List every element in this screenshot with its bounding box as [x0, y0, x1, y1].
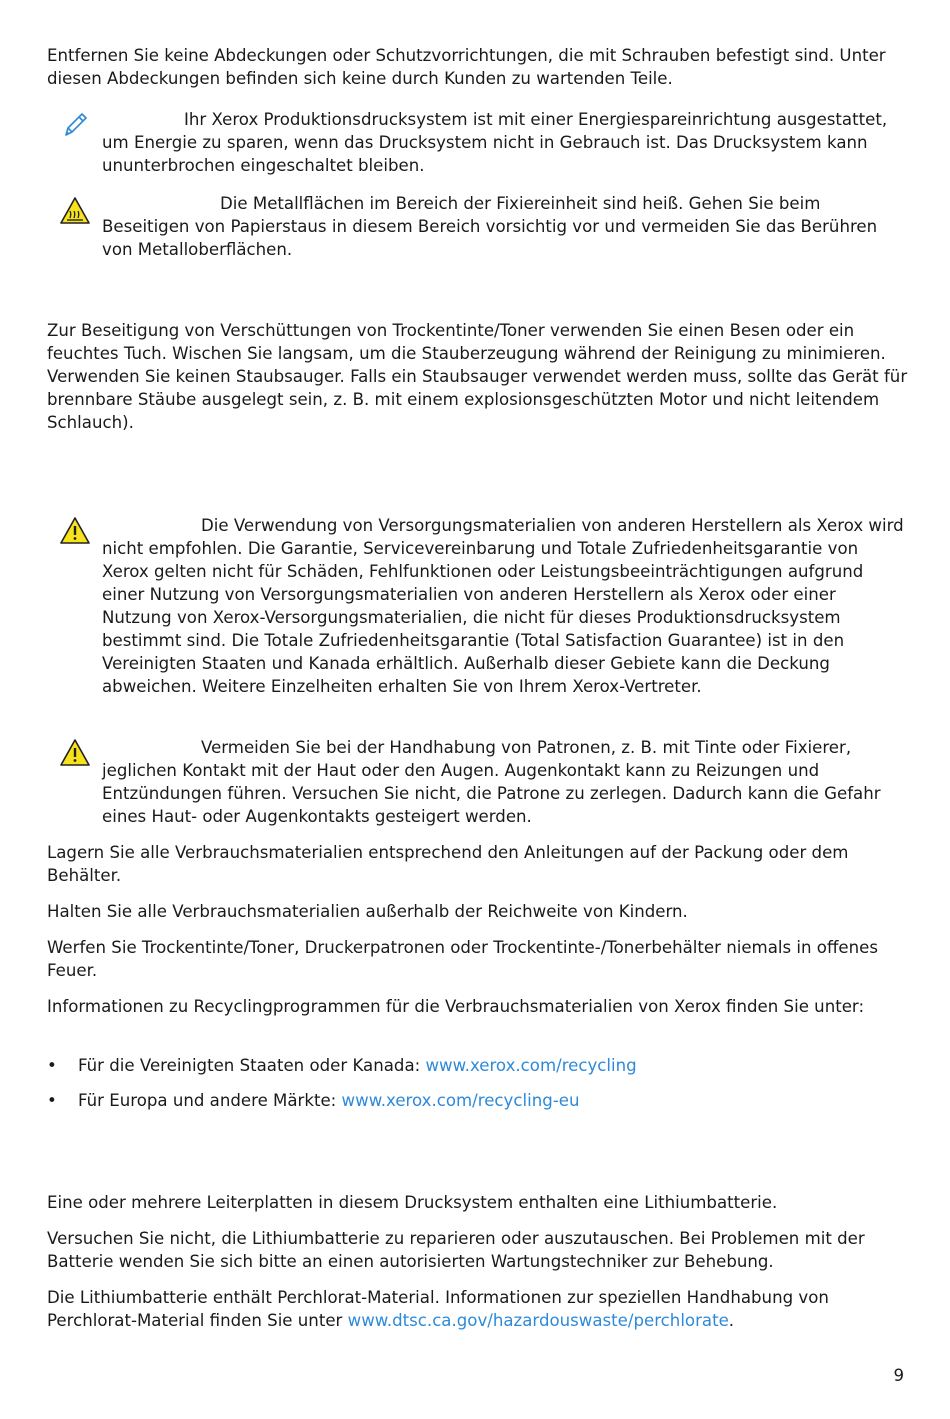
- note-supplies: [47, 514, 909, 698]
- warning-triangle-icon: [59, 738, 91, 770]
- bullet-label: Für Europa und andere Märkte:: [78, 1091, 342, 1110]
- paragraph-children: Halten Sie alle Verbrauchsmaterialien außerhalb der Reichweite von Kindern.: [47, 902, 688, 921]
- page-number: 9: [893, 1366, 904, 1385]
- bullet-marker: •: [47, 1056, 57, 1075]
- list-item: [47, 1089, 909, 1112]
- bullet-marker: •: [47, 1091, 57, 1110]
- hot-surface-warning-icon: [59, 196, 91, 228]
- list-item: [47, 1054, 909, 1077]
- recycling-eu-link[interactable]: www.xerox.com/recycling-eu: [341, 1091, 580, 1110]
- recycling-us-link[interactable]: www.xerox.com/recycling: [425, 1056, 637, 1075]
- note-hot-surface-text: Die Metallflächen im Bereich der Fixiereinheit sind heiß. Gehen Sie beim Beseitigen von Papierstaus in diesem Bereich vorsichtig vor und vermeiden Sie das Berühren von Metalloberflächen.: [102, 194, 878, 259]
- note-cartridges-text: Vermeiden Sie bei der Handhabung von Patronen, z. B. mit Tinte oder Fixierer, jeglichen Kontakt mit der Haut oder den Augen. Augenkontakt kann zu Reizungen und Entzündungen führen. Versuchen Sie nicht, die Patrone zu zerlegen. Dadurch kann die Gefahr eines Haut- oder Augenkontakts gesteigert werden.: [102, 738, 881, 826]
- paragraph-fire: Werfen Sie Trockentinte/Toner, Druckerpatronen oder Trockentinte-/Tonerbehälter niemals in offenes Feuer.: [47, 938, 878, 980]
- note-cartridges: [47, 736, 909, 828]
- paragraph-battery-perchlorate: [47, 1286, 909, 1332]
- bullet-label: Für die Vereinigten Staaten oder Kanada:: [78, 1056, 426, 1075]
- paragraph-covers: Entfernen Sie keine Abdeckungen oder Schutzvorrichtungen, die mit Schrauben befestigt sind. Unter diesen Abdeckungen befinden sich keine durch Kunden zu wartenden Teile.: [47, 46, 886, 88]
- paragraph-recycling: Informationen zu Recyclingprogrammen für die Verbrauchsmaterialien von Xerox finden Sie unter:: [47, 997, 865, 1016]
- warning-triangle-icon: [59, 516, 91, 548]
- perchlorate-period: .: [728, 1311, 735, 1330]
- perchlorate-text: Die Lithiumbatterie enthält Perchlorat-Material. Informationen zur speziellen Handhabung von Perchlorat-Material finden Sie unter: [47, 1288, 829, 1330]
- paragraph-battery-repair: Versuchen Sie nicht, die Lithiumbatterie zu reparieren oder auszutauschen. Bei Problemen mit der Batterie wenden Sie sich bitte an einen autorisierten Wartungstechniker zur Behebung.: [47, 1229, 865, 1271]
- note-hot-surface: [47, 192, 909, 261]
- paragraph-storage: Lagern Sie alle Verbrauchsmaterialien entsprechend den Anleitungen auf der Packung oder dem Behälter.: [47, 843, 849, 885]
- pencil-icon: [59, 108, 91, 140]
- paragraph-battery-intro: Eine oder mehrere Leiterplatten in diesem Drucksystem enthalten eine Lithiumbatterie.: [47, 1193, 778, 1212]
- perchlorate-link[interactable]: www.dtsc.ca.gov/hazardouswaste/perchlorate: [347, 1311, 729, 1330]
- paragraph-toner-spills: Zur Beseitigung von Verschüttungen von Trockentinte/Toner verwenden Sie einen Besen oder ein feuchtes Tuch. Wischen Sie langsam, um die Stauberzeugung während der Reinigung zu minimieren. Verwenden Sie keinen Staubsauger. Falls ein Staubsauger verwendet werden muss, sollte das Gerät für brennbare Stäube ausgelegt sein, z. B. mit einem explosionsgeschützten Motor und nicht leitendem Schlauch).: [47, 321, 908, 432]
- note-energy: [47, 108, 909, 177]
- note-energy-text: Ihr Xerox Produktionsdrucksystem ist mit einer Energiespareinrichtung ausgestattet, um Energie zu sparen, wenn das Drucksystem nicht in Gebrauch ist. Das Drucksystem kann ununterbrochen eingeschaltet bleiben.: [102, 110, 888, 175]
- note-supplies-text: Die Verwendung von Versorgungsmaterialien von anderen Herstellern als Xerox wird nicht empfohlen. Die Garantie, Servicevereinbarung und Totale Zufriedenheitsgarantie von Xerox gelten nicht für Schäden, Fehlfunktionen oder Leistungsbeeinträchtigungen aufgrund einer Nutzung von Versorgungsmaterialien von anderen Herstellern als Xerox oder einer Nutzung von Xerox-Versorgungsmaterialien, die nicht für dieses Produktionsdrucksystem bestimmt sind. Die Totale Zufriedenheitsgarantie (Total Satisfaction Guarantee) ist in den Vereinigten Staaten und Kanada erhältlich. Außerhalb dieser Gebiete kann die Deckung abweichen. Weitere Einzelheiten erhalten Sie von Ihrem Xerox-Vertreter.: [102, 516, 904, 696]
